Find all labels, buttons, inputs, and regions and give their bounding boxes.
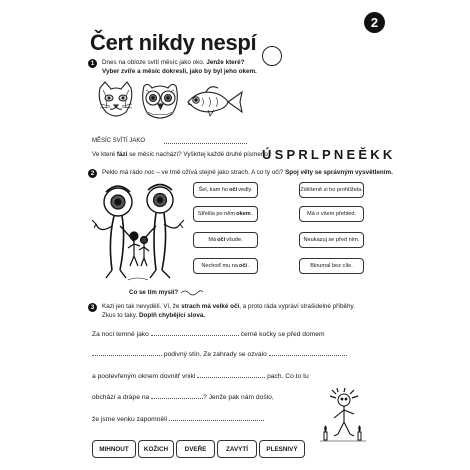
word-kozich[interactable]: KOŽICH: [138, 440, 174, 458]
story-line-4: [92, 393, 274, 401]
task-1-instruction: [102, 59, 257, 76]
animal-illustrations: [96, 80, 246, 126]
task-1-task: Vyber zvíře a měsíc dokresli, jako by byl jeho okem.: [102, 67, 257, 75]
story-line-5-text: že jsme venku zapomněli: [92, 416, 168, 423]
story-line-1-start: Za nocí temné jako: [92, 331, 149, 338]
task-2-task: Spoj věty se správným vysvětlením.: [285, 169, 393, 176]
phase-question-end: se měsíc nachází? Vyškrtej každé druhé písmeno:: [127, 151, 270, 158]
phase-question-keyword: fázi: [116, 151, 128, 158]
phrase-left-3-end: všude.: [226, 237, 243, 243]
story-line-1-end: černé kočky se před domem: [240, 331, 325, 338]
task-1-number: 1: [90, 60, 95, 67]
phrase-left-4[interactable]: [193, 258, 258, 274]
fish-drawing[interactable]: [188, 87, 242, 116]
phrase-right-3[interactable]: Neukazuj se před ním.: [299, 232, 364, 248]
blank-5[interactable]: [151, 393, 203, 399]
story-line-4-end: ? Jenže pak nám došlo,: [203, 394, 274, 401]
word-dvere[interactable]: DVEŘE: [176, 440, 215, 458]
phrase-right-2[interactable]: Má o všem přehled.: [299, 206, 364, 222]
moon-answer-field[interactable]: [164, 143, 247, 144]
task-1-text: Dnes na obloze svítí měsíc jako oko.: [102, 59, 207, 66]
task-2-number: 2: [90, 170, 95, 177]
phrase-left-1-keyword: oči: [229, 187, 238, 193]
letter-puzzle[interactable]: ÚSPRLPNEĚKK: [262, 147, 396, 162]
phrase-left-3[interactable]: [193, 232, 258, 248]
task-3-line2: Zkus to taky.: [102, 311, 139, 319]
task-3-idiom: strach má velké oči: [181, 303, 240, 310]
squiggle-arrow-icon: [180, 289, 204, 297]
task-3-text: Kazi jen tak nevydělí. Ví, že: [102, 303, 182, 310]
monsters-and-children-illustration: [90, 180, 186, 290]
task-2-text: Pekło má rádo noc – ve tmě ožívá stejně jako strach. A co ty oči?: [102, 169, 286, 176]
word-plesnivy[interactable]: PLESNIVÝ: [259, 440, 305, 458]
phrase-left-4-end: .: [248, 263, 250, 269]
page-number: 2: [370, 15, 379, 30]
phrase-left-2[interactable]: [193, 206, 258, 222]
phrase-left-3-keyword: oči: [217, 237, 226, 243]
page-number-badge: [364, 12, 385, 33]
task-3-text-end: , a proto ráda vypráví strašidelné příběhy.: [239, 303, 355, 310]
blank-3[interactable]: [269, 350, 347, 356]
task-3-task: Doplň chybějící slova.: [138, 311, 206, 319]
phrase-left-2-end: .: [251, 211, 254, 217]
moon-circle[interactable]: [262, 46, 282, 66]
blank-1[interactable]: [151, 330, 239, 336]
phase-question-start: Ve které: [92, 151, 117, 158]
task-3-number: 3: [90, 304, 95, 311]
story-line-1: [92, 330, 325, 338]
task-1-badge: [88, 59, 97, 68]
phrase-left-2-keyword: okem: [236, 211, 251, 217]
story-line-2-text: podivný stín. Ze zahrady se ozvalo: [163, 351, 267, 358]
story-line-3-start: a pootevřeným oknem dovnitř vnikl: [92, 373, 196, 380]
task-2-instruction: [102, 169, 393, 178]
phrase-right-1[interactable]: Zděšeně si ho prohlížela.: [299, 182, 364, 198]
phrase-left-2-start: Střelila po něm: [197, 211, 236, 217]
story-line-3: [92, 372, 309, 380]
phrase-left-3-start: Má: [208, 237, 217, 243]
blank-4[interactable]: [197, 372, 265, 378]
phrase-left-1-end: vedly.: [238, 187, 253, 193]
phrase-left-4-keyword: oči: [239, 263, 248, 269]
word-mihnout[interactable]: MIHNOUT: [92, 440, 136, 458]
blank-2[interactable]: [92, 350, 162, 356]
phrase-right-4[interactable]: Bloumal bez cíle.: [299, 258, 364, 274]
task-3-instruction: [102, 303, 355, 320]
phrase-left-1-start: Šel, kam ho: [198, 187, 229, 193]
moon-answer-label: MĚSÍC SVÍTÍ JAKO: [92, 138, 146, 144]
task-2-badge: [88, 169, 97, 178]
phrase-left-4-start: Nechoď mu na: [201, 263, 239, 269]
story-line-4-start: obchází a drápe na: [92, 394, 150, 401]
word-zavyti[interactable]: ZAVYTÍ: [217, 440, 257, 458]
girl-with-candles-illustration: [318, 388, 368, 444]
speech-question: Co se tím myslí?: [129, 289, 179, 296]
blank-6[interactable]: [169, 415, 264, 421]
story-line-2: [92, 350, 347, 358]
page-title: Čert nikdy nespí: [90, 30, 257, 55]
moon-phase-question: [92, 151, 270, 160]
task-3-badge: [88, 303, 97, 312]
story-line-5: [92, 415, 264, 423]
task-1-question: Jenže které?: [206, 59, 245, 66]
phrase-left-1[interactable]: [193, 182, 258, 198]
story-line-3-end: pach. Co to tu: [267, 373, 309, 380]
cat-drawing[interactable]: [99, 82, 132, 116]
owl-drawing[interactable]: [143, 84, 178, 118]
